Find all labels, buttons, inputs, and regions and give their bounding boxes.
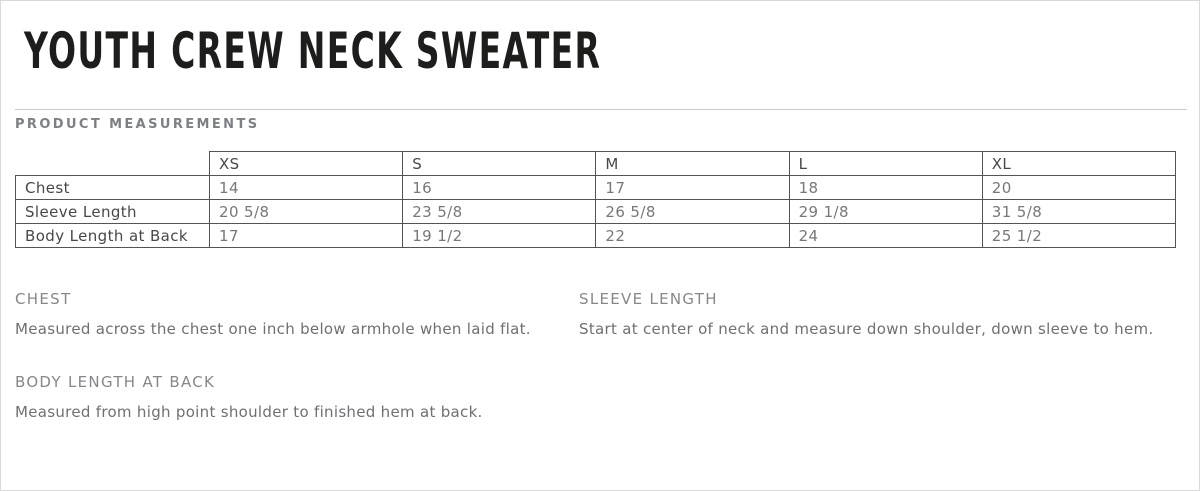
measurements-table	[15, 151, 1176, 248]
size-header-xs: XS	[210, 152, 403, 176]
size-header-row	[16, 152, 1176, 176]
cell-value: 29 1/8	[789, 200, 982, 224]
product-measurements-label: PRODUCT MEASUREMENTS	[15, 117, 260, 132]
table-corner-cell	[16, 152, 210, 176]
cell-value: 25 1/2	[982, 224, 1175, 248]
row-label: Chest	[16, 176, 210, 200]
definition-body-length-at-back	[15, 374, 579, 426]
empty-cell	[579, 343, 1187, 426]
title-divider	[15, 109, 1187, 110]
definition-text: Measured from high point shoulder to finished hem at back.	[15, 403, 483, 421]
cell-value: 20	[982, 176, 1175, 200]
cell-value: 18	[789, 176, 982, 200]
cell-value: 14	[210, 176, 403, 200]
definition-chest	[15, 291, 579, 343]
cell-value: 17	[596, 176, 789, 200]
size-header-s: S	[403, 152, 596, 176]
size-header-l: L	[789, 152, 982, 176]
table-row-sleeve-length	[16, 200, 1176, 224]
definition-sleeve-length	[579, 291, 1187, 343]
definition-heading: CHEST	[15, 290, 72, 308]
size-header-xl: XL	[982, 152, 1175, 176]
table-row-body-length	[16, 224, 1176, 248]
cell-value: 22	[596, 224, 789, 248]
definition-text: Measured across the chest one inch below armhole when laid flat.	[15, 320, 531, 338]
cell-value: 17	[210, 224, 403, 248]
cell-value: 31 5/8	[982, 200, 1175, 224]
cell-value: 16	[403, 176, 596, 200]
size-header-m: M	[596, 152, 789, 176]
cell-value: 24	[789, 224, 982, 248]
cell-value: 23 5/8	[403, 200, 596, 224]
cell-value: 19 1/2	[403, 224, 596, 248]
page-title	[15, 1, 1187, 78]
cell-value: 20 5/8	[210, 200, 403, 224]
table-row-chest	[16, 176, 1176, 200]
cell-value: 26 5/8	[596, 200, 789, 224]
page-title-text: YOUTH CREW NECK SWEATER	[24, 22, 602, 80]
page-content	[1, 1, 1199, 426]
definition-heading: SLEEVE LENGTH	[579, 290, 718, 308]
definition-text: Start at center of neck and measure down shoulder, down sleeve to hem.	[579, 320, 1154, 338]
row-label: Body Length at Back	[16, 224, 210, 248]
definition-heading: BODY LENGTH AT BACK	[15, 373, 216, 391]
row-label: Sleeve Length	[16, 200, 210, 224]
measurement-definitions	[15, 291, 1187, 426]
